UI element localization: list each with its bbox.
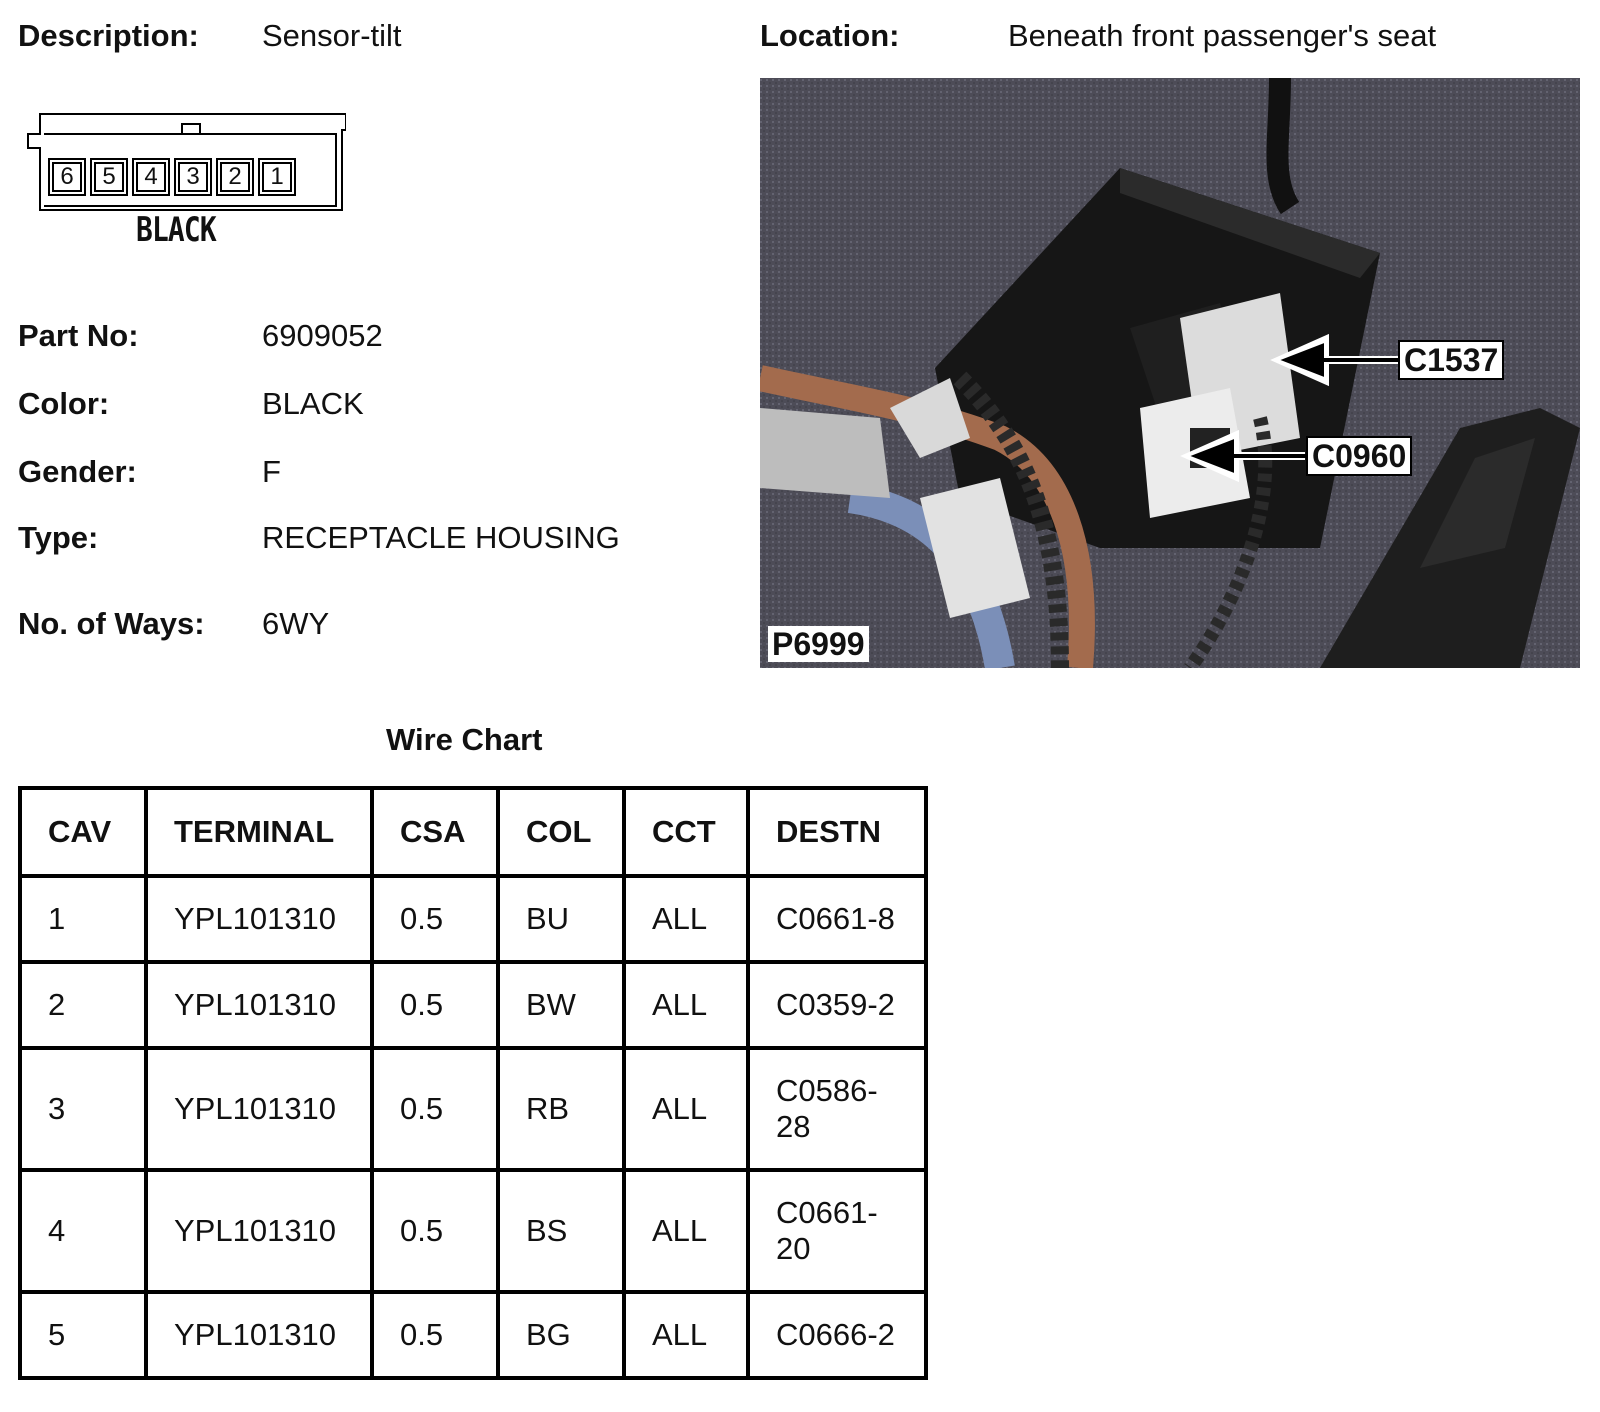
- connector-cavity: 3: [178, 162, 208, 192]
- table-cell-csa: 0.5: [372, 876, 498, 962]
- wire-chart-table: [18, 786, 928, 1380]
- connector-cavity: 5: [94, 162, 124, 192]
- table-cell-cct: ALL: [624, 962, 748, 1048]
- location-photo: [760, 78, 1580, 668]
- table-cell-terminal: YPL101310: [146, 962, 372, 1048]
- description-value: Sensor-tilt: [262, 18, 402, 53]
- location-label: Location:: [760, 18, 900, 53]
- column-header-cct: CCT: [624, 788, 748, 876]
- table-cell-destn: C0661-8: [748, 876, 926, 962]
- wire-chart-title: Wire Chart: [386, 722, 543, 757]
- table-row: [20, 876, 926, 962]
- connector-cavity: 4: [136, 162, 166, 192]
- wire-chart-body: [20, 876, 926, 1378]
- photo-id-label: P6999: [768, 626, 869, 662]
- description-label: Description:: [18, 18, 199, 53]
- gender-label: Gender:: [18, 454, 137, 489]
- callout-c1537: C1537: [1398, 340, 1504, 380]
- table-row: [20, 1048, 926, 1170]
- table-cell-destn: C0586- 28: [748, 1048, 926, 1170]
- type-value: RECEPTACLE HOUSING: [262, 520, 620, 555]
- part-no-value: 6909052: [262, 318, 383, 353]
- table-cell-csa: 0.5: [372, 1292, 498, 1378]
- ways-label: No. of Ways:: [18, 606, 205, 641]
- column-header-col: COL: [498, 788, 624, 876]
- table-cell-terminal: YPL101310: [146, 1048, 372, 1170]
- table-row: [20, 1292, 926, 1378]
- connector-cavity: 6: [52, 162, 82, 192]
- table-cell-destn: C0666-2: [748, 1292, 926, 1378]
- connector-color-label: BLACK: [136, 210, 216, 250]
- connector-cavity: 1: [262, 162, 292, 192]
- color-label: Color:: [18, 386, 110, 421]
- table-cell-cav: 3: [20, 1048, 146, 1170]
- table-cell-col: BU: [498, 876, 624, 962]
- table-cell-cct: ALL: [624, 1170, 748, 1292]
- table-cell-terminal: YPL101310: [146, 876, 372, 962]
- part-no-label: Part No:: [18, 318, 139, 353]
- table-cell-cav: 1: [20, 876, 146, 962]
- column-header-cav: CAV: [20, 788, 146, 876]
- column-header-terminal: TERMINAL: [146, 788, 372, 876]
- connector-cavity: 2: [220, 162, 250, 192]
- table-cell-destn: C0359-2: [748, 962, 926, 1048]
- table-cell-cav: 4: [20, 1170, 146, 1292]
- ways-value: 6WY: [262, 606, 330, 641]
- table-cell-col: RB: [498, 1048, 624, 1170]
- table-cell-destn: C0661- 20: [748, 1170, 926, 1292]
- type-label: Type:: [18, 520, 99, 555]
- table-cell-csa: 0.5: [372, 962, 498, 1048]
- table-row: [20, 962, 926, 1048]
- table-cell-col: BG: [498, 1292, 624, 1378]
- table-cell-terminal: YPL101310: [146, 1170, 372, 1292]
- table-row: [20, 1170, 926, 1292]
- column-header-destn: DESTN: [748, 788, 926, 876]
- table-cell-cav: 5: [20, 1292, 146, 1378]
- table-cell-col: BS: [498, 1170, 624, 1292]
- table-cell-cav: 2: [20, 962, 146, 1048]
- column-header-csa: CSA: [372, 788, 498, 876]
- table-header-row: [20, 788, 926, 876]
- location-value: Beneath front passenger's seat: [1008, 18, 1437, 53]
- table-cell-cct: ALL: [624, 1292, 748, 1378]
- color-value: BLACK: [262, 386, 364, 421]
- table-cell-cct: ALL: [624, 876, 748, 962]
- gender-value: F: [262, 454, 281, 489]
- connector-diagram: [26, 112, 346, 217]
- table-cell-csa: 0.5: [372, 1048, 498, 1170]
- table-cell-cct: ALL: [624, 1048, 748, 1170]
- table-cell-terminal: YPL101310: [146, 1292, 372, 1378]
- table-cell-col: BW: [498, 962, 624, 1048]
- callout-c0960: C0960: [1306, 436, 1412, 476]
- table-cell-csa: 0.5: [372, 1170, 498, 1292]
